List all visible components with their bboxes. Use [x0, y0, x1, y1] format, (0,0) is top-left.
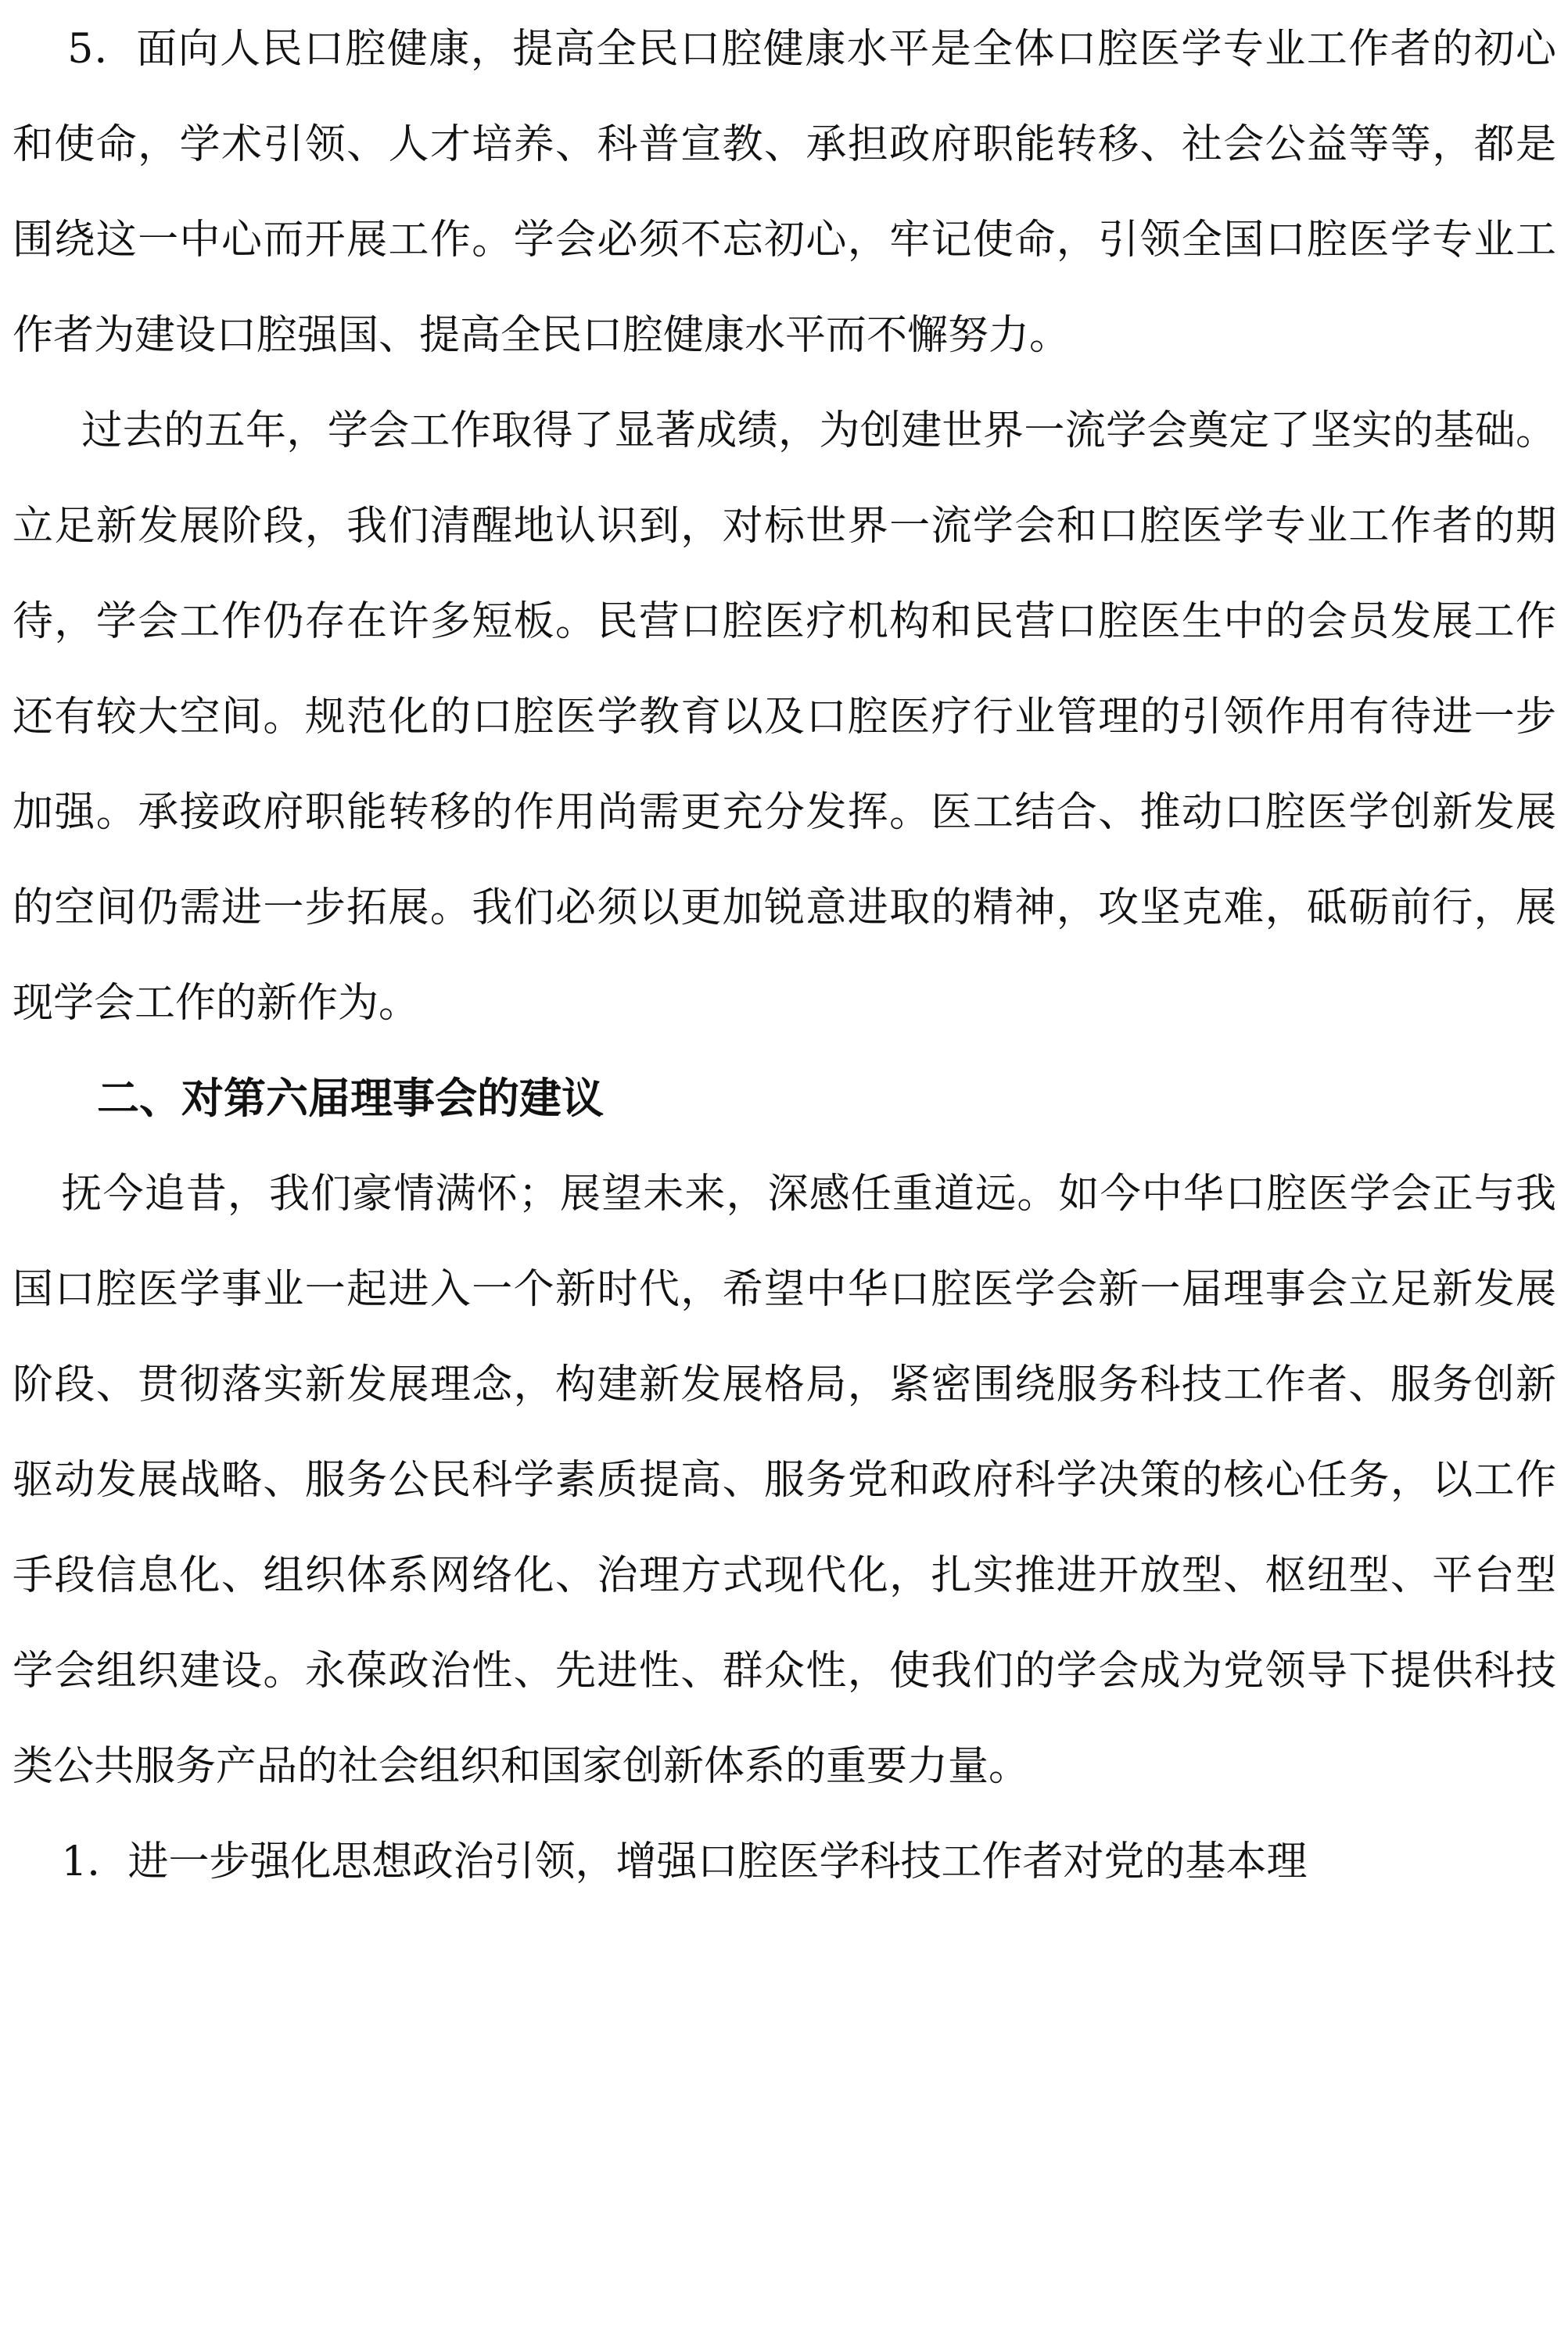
paragraph-summary: 过去的五年，学会工作取得了显著成绩，为创建世界一流学会奠定了坚实的基础。立足新发展阶段，我们清醒地认识到，对标世界一流学会和口腔医学专业工作者的期待，学会工作仍存在许多短板。民营口腔医疗机构和民营口腔医生中的会员发展工作还有较大空间。规范化的口腔医学教育以及口腔医疗行业管理的引领作用有待进一步加强。承接政府职能转移的作用尚需更充分发挥。医工结合、推动口腔医学创新发展的空间仍需进一步拓展。我们必须以更加锐意进取的精神，攻坚克难，砥砺前行，展现学会工作的新作为。 — [13, 407, 1556, 1027]
paragraph-suggestion-intro: 抚今追昔，我们豪情满怀；展望未来，深感任重道远。如今中华口腔医学会正与我国口腔医学事业一起进入一个新时代，希望中华口腔医学会新一届理事会立足新发展阶段、贯彻落实新发展理念，构建新发展格局，紧密围绕服务科技工作者、服务创新驱动发展战略、服务公民科学素质提高、服务党和政府科学决策的核心任务，以工作手段信息化、组织体系网络化、治理方式现代化，扎实推进开放型、枢纽型、平台型学会组织建设。永葆政治性、先进性、群众性，使我们的学会成为党领导下提供科技类公共服务产品的社会组织和国家创新体系的重要力量。 — [13, 1171, 1556, 1790]
paragraph-item-5: 5．面向人民口腔健康，提高全民口腔健康水平是全体口腔医学专业工作者的初心和使命，学术引领、人才培养、科普宣教、承担政府职能转移、社会公益等等，都是围绕这一中心而开展工作。学会必须不忘初心，牢记使命，引领全国口腔医学专业工作者为建设口腔强国、提高全民口腔健康水平而不懈努力。 — [13, 26, 1556, 359]
paragraph-item-1: 1．进一步强化思想政治引领，增强口腔医学科技工作者对党的基本理 — [61, 1838, 1308, 1885]
section-heading: 二、对第六届理事会的建议 — [97, 1074, 604, 1123]
document-page — [13, 0, 1556, 2346]
